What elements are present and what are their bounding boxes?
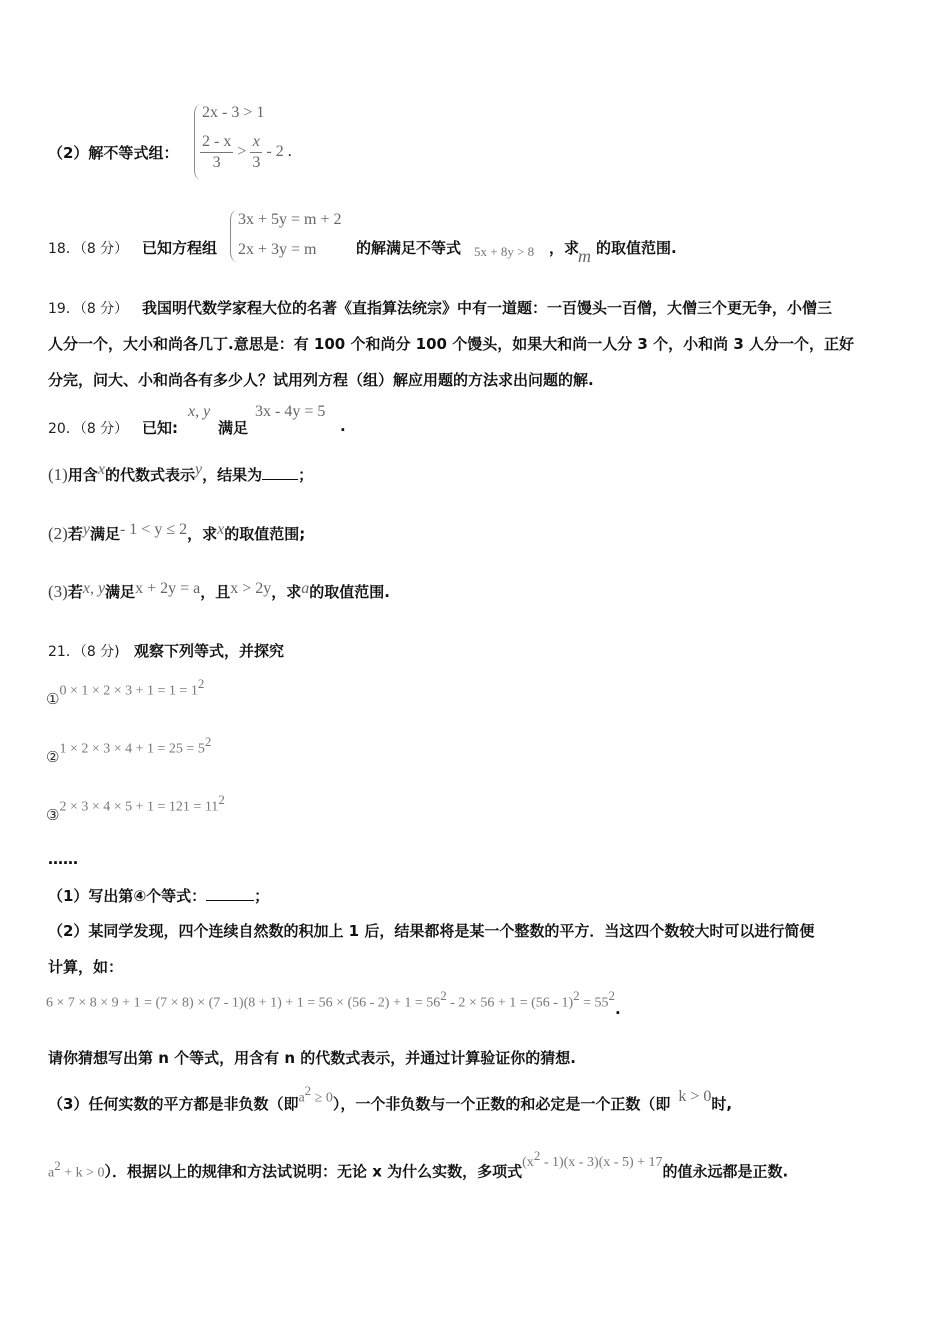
q21-eq2-text: 1 × 2 × 3 × 4 + 1 = 25 = 5 bbox=[59, 741, 205, 757]
q21-p3-m1b: ≥ 0 bbox=[311, 1090, 333, 1106]
q21-eq1-sup: 2 bbox=[197, 676, 205, 691]
q20-p3-text-b: 满足 bbox=[105, 583, 136, 601]
q20-p2-text-c: ，求 bbox=[187, 525, 218, 543]
q20-vars: x, y bbox=[188, 403, 211, 420]
q21-p3-text-d: ）．根据以上的规律和方法试说明：无论 x 为什么实数，多项式 bbox=[104, 1162, 523, 1181]
q21-eq2-mark: ② bbox=[46, 748, 60, 767]
q21-part1 bbox=[48, 885, 269, 906]
q21-p3-m4a: (x bbox=[522, 1155, 534, 1171]
q21-p3-text-b: ），一个非负数与一个正数的和必定是一个正数（即 bbox=[332, 1095, 671, 1114]
q20-p1-y: y bbox=[194, 461, 203, 478]
q21-p3-text-c: 时, bbox=[711, 1095, 733, 1114]
q17-frac2 bbox=[250, 132, 262, 173]
q18-number: 18．（8 分） bbox=[48, 241, 129, 257]
q20-p1-x: x bbox=[97, 461, 105, 478]
q20-p3-text-a: 若 bbox=[67, 583, 83, 601]
q20-p1-text-a: 用含 bbox=[67, 466, 98, 484]
q19-number: 19．（8 分） bbox=[48, 301, 129, 317]
q21-p3-m3sup: 2 bbox=[54, 1158, 61, 1173]
q21-ellipsis: …… bbox=[48, 850, 78, 868]
q21-p3-m3a: a bbox=[48, 1165, 55, 1181]
q21-calc-a: 6 × 7 × 8 × 9 + 1 = (7 × 8) × (7 - 1)(8 + 1) + 1 = 56 × (56 - 2) + 1 = 56 bbox=[46, 995, 441, 1011]
q20-p2-text-a: 若 bbox=[67, 525, 83, 543]
q19-line2: 人分一个，大小和尚各几丁.意思是：有 100 个和尚分 100 个馒头，如果大和尚一人分 3 个，小和尚 3 人分一个，正好 bbox=[48, 335, 854, 353]
q20-part2 bbox=[48, 523, 305, 544]
q17-frac1-den: 3 bbox=[212, 154, 221, 171]
q21-calc-dot: . bbox=[615, 1000, 621, 1019]
q21-p3-m1a: a bbox=[298, 1090, 305, 1106]
q21-p3-m4sup: 2 bbox=[533, 1148, 541, 1163]
q17-frac1-num: 2 - x bbox=[200, 132, 233, 153]
q20-p1-text-d: ； bbox=[298, 466, 314, 484]
q21-eq3-sup: 2 bbox=[218, 792, 225, 807]
q21-eq3 bbox=[46, 792, 225, 825]
q21-eq2-sup: 2 bbox=[204, 734, 212, 749]
q21-number: 21．（8 分) bbox=[48, 644, 120, 660]
q20-p1-text-c: ，结果为 bbox=[202, 466, 263, 484]
q20-eq: 3x - 4y = 5 bbox=[255, 403, 326, 420]
q20-p2-text-b: 满足 bbox=[89, 525, 120, 543]
q21-eq3-text: 2 × 3 × 4 × 5 + 1 = 121 = 11 bbox=[59, 799, 219, 815]
q20-p1-answer-blank[interactable] bbox=[262, 479, 298, 480]
q21-p2-line2: 计算，如： bbox=[48, 958, 124, 976]
q18-text1: 已知方程组 bbox=[142, 239, 218, 257]
q20-part1 bbox=[48, 461, 314, 485]
q20-p2-ineq: - 1 < y ≤ 2 bbox=[119, 521, 188, 538]
q18-system-brace bbox=[230, 210, 237, 262]
q21-text: 观察下列等式，并探究 bbox=[134, 642, 285, 660]
q20-p2-x: x bbox=[217, 521, 225, 538]
q19-line3: 分完，问大、小和尚各有多少人？试用列方程（组）解应用题的方法求出问题的解. bbox=[48, 371, 594, 389]
q18-eq1: 3x + 5y = m + 2 bbox=[238, 211, 342, 228]
q20-text1: 已知: bbox=[142, 419, 178, 437]
q20-p3-text-d: ，求 bbox=[271, 583, 302, 601]
q21-calc-b: - 2 × 56 + 1 = (56 - 1) bbox=[446, 995, 574, 1011]
q21-p3-text-a: （3）任何实数的平方都是非负数（即 bbox=[48, 1095, 299, 1114]
q17-part2-label: （2）解不等式组： bbox=[48, 144, 179, 162]
q21-calc-sup2: 2 bbox=[573, 988, 580, 1003]
q21-part3-line2 bbox=[48, 1148, 789, 1181]
q20-p3-no: (3) bbox=[48, 582, 68, 601]
q17-dot: . bbox=[287, 143, 292, 161]
q17-tail: - 2 bbox=[266, 143, 284, 161]
q21-eq1-mark: ① bbox=[46, 690, 60, 709]
q21-p2-line1: （2）某同学发现，四个连续自然数的积加上 1 后，结果都将是某一个整数的平方．当这四个数较大时可以进行简便 bbox=[48, 922, 815, 940]
q20-dot: . bbox=[340, 417, 346, 435]
q20-p2-y: y bbox=[82, 521, 90, 538]
q17-frac1 bbox=[200, 132, 233, 173]
q21-p3-m2: k > 0 bbox=[678, 1088, 712, 1106]
q21-p1-text: （1）写出第④个等式： bbox=[48, 887, 207, 905]
q20-p3-xy: x, y bbox=[82, 580, 106, 597]
q20-p3-a: a bbox=[301, 580, 310, 597]
q21-p1-answer-blank[interactable] bbox=[206, 900, 254, 901]
q17-ineq2 bbox=[200, 132, 292, 173]
q17-frac2-num: x bbox=[250, 132, 262, 153]
q21-p3-m3b: + k > 0 bbox=[60, 1165, 105, 1181]
q18-cond: 5x + 8y > 8 bbox=[474, 244, 535, 259]
q17-gt: > bbox=[237, 143, 247, 161]
q20-number: 20．（8 分） bbox=[48, 421, 129, 437]
q21-calc-example bbox=[46, 988, 621, 1019]
q20-p3-ineq: x > 2y bbox=[230, 580, 272, 597]
q21-calc-sup1: 2 bbox=[440, 988, 447, 1003]
q21-part3-line1 bbox=[48, 1083, 733, 1114]
q20-part3 bbox=[48, 581, 390, 602]
q20-p1-no: (1) bbox=[48, 465, 68, 484]
q18-eq2: 2x + 3y = m bbox=[238, 241, 317, 258]
q21-p3-m4b: - 1)(x - 3)(x - 5) + 17 bbox=[540, 1155, 663, 1171]
q18-text2: 的解满足不等式 bbox=[356, 239, 462, 257]
q20-p1-text-b: 的代数式表示 bbox=[104, 466, 195, 484]
q18-text4: 的取值范围. bbox=[596, 239, 677, 257]
q21-calc-sup3: 2 bbox=[608, 988, 616, 1003]
q20-p2-no: (2) bbox=[48, 524, 68, 543]
q20-p3-text-c: ，且 bbox=[200, 583, 231, 601]
q18-text3: ，求 bbox=[549, 239, 580, 257]
q21-calc-c: = 55 bbox=[579, 995, 609, 1011]
q21-p3-m1sup: 2 bbox=[304, 1083, 312, 1098]
q17-ineq1: 2x - 3 > 1 bbox=[202, 104, 265, 121]
q21-eq1 bbox=[46, 676, 205, 709]
q17-frac2-den: 3 bbox=[252, 154, 261, 171]
q20-text2: 满足 bbox=[218, 419, 249, 437]
q20-p2-text-d: 的取值范围; bbox=[224, 525, 306, 543]
q21-p3-text-e: 的值永远都是正数. bbox=[662, 1162, 789, 1181]
q21-eq1-text: 0 × 1 × 2 × 3 + 1 = 1 = 1 bbox=[59, 683, 198, 699]
q21-eq3-mark: ③ bbox=[46, 806, 60, 825]
q19-line1: 我国明代数学家程大位的名著《直指算法统宗》中有一道题：一百馒头一百僧，大僧三个更无争，小僧三 bbox=[142, 299, 833, 317]
q20-p3-eq: x + 2y = a bbox=[135, 580, 201, 597]
q20-p3-text-e: 的取值范围. bbox=[309, 583, 390, 601]
q21-eq2 bbox=[46, 734, 212, 767]
q21-p2-line3: 请你猜想写出第 n 个等式，用含有 n 的代数式表示，并通过计算验证你的猜想. bbox=[48, 1049, 576, 1067]
q21-p1-end: ； bbox=[254, 887, 270, 905]
q18-var-m: m bbox=[578, 246, 591, 266]
